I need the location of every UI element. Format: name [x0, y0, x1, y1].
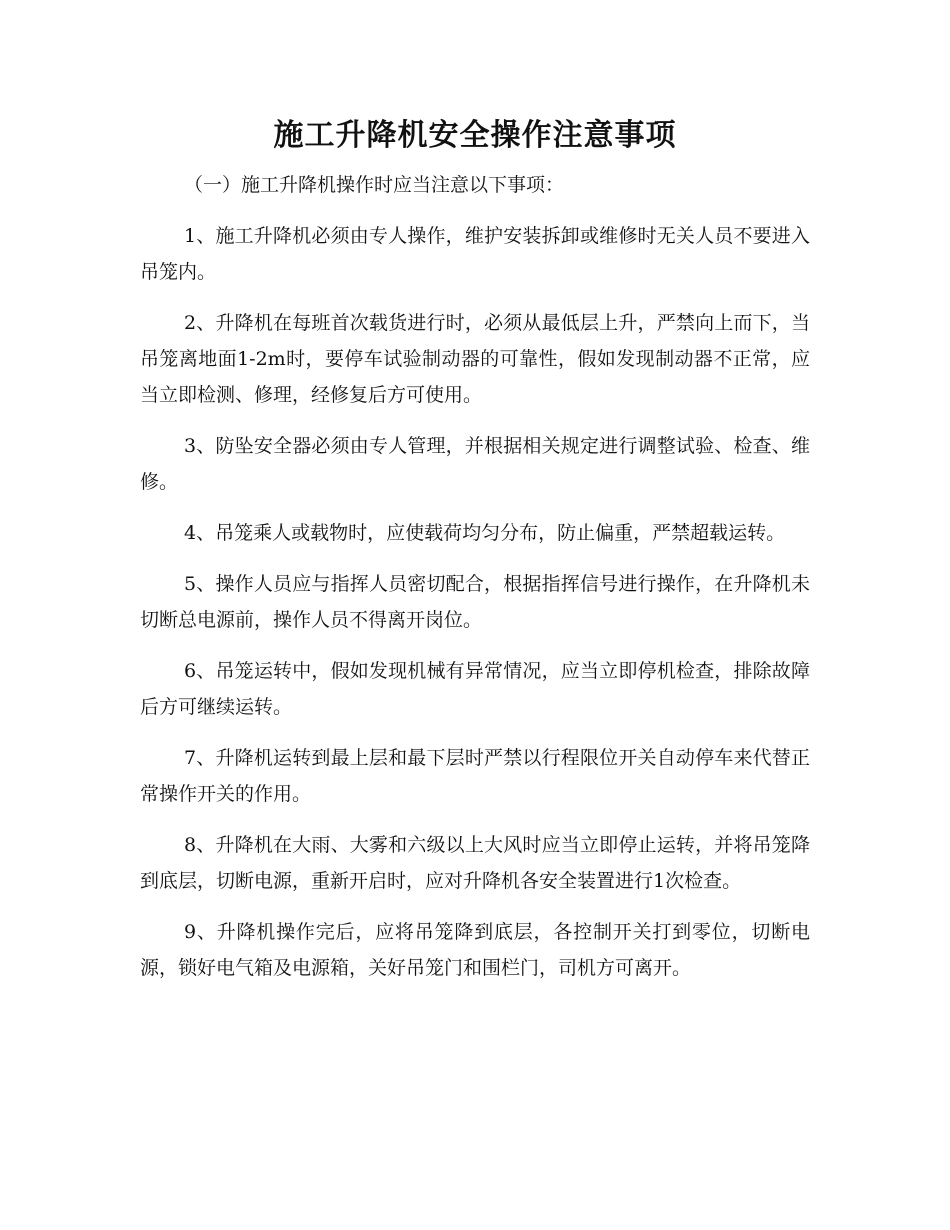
paragraph-3: 3、防坠安全器必须由专人管理，并根据相关规定进行调整试验、检查、维修。 [140, 435, 810, 493]
paragraph-1: 1、施工升降机必须由专人操作，维护安装拆卸或维修时无关人员不要进入吊笼内。 [140, 225, 810, 283]
paragraph-4: 4、吊笼乘人或载物时，应使载荷均匀分布，防止偏重，严禁超载运转。 [184, 522, 786, 544]
paragraph-6: 6、吊笼运转中，假如发现机械有异常情况，应当立即停机检查，排除故障后方可继续运转。 [140, 660, 810, 718]
paragraph-5: 5、操作人员应与指挥人员密切配合，根据指挥信号进行操作，在升降机未切断总电源前，操作人员不得离开岗位。 [140, 573, 810, 631]
paragraph-7: 7、升降机运转到最上层和最下层时严禁以行程限位开关自动停车来代替正常操作开关的作用。 [140, 747, 810, 805]
paragraph-8: 8、升降机在大雨、大雾和六级以上大风时应当立即停止运转，并将吊笼降到底层，切断电源，重新开启时，应对升降机各安全装置进行1次检查。 [140, 834, 810, 892]
section-heading: （一）施工升降机操作时应当注意以下事项： [184, 174, 565, 196]
document-title: 施工升降机安全操作注意事项 [273, 118, 677, 153]
document-body [140, 218, 810, 1001]
paragraph-9: 9、升降机操作完后，应将吊笼降到底层，各控制开关打到零位，切断电源，锁好电气箱及电源箱，关好吊笼门和围栏门，司机方可离开。 [140, 921, 810, 979]
paragraph-2: 2、升降机在每班首次载货进行时，必须从最低层上升，严禁向上而下，当吊笼离地面1-2m时，要停车试验制动器的可靠性，假如发现制动器不正常，应当立即检测、修理，经修复后方可使用。 [140, 312, 810, 406]
